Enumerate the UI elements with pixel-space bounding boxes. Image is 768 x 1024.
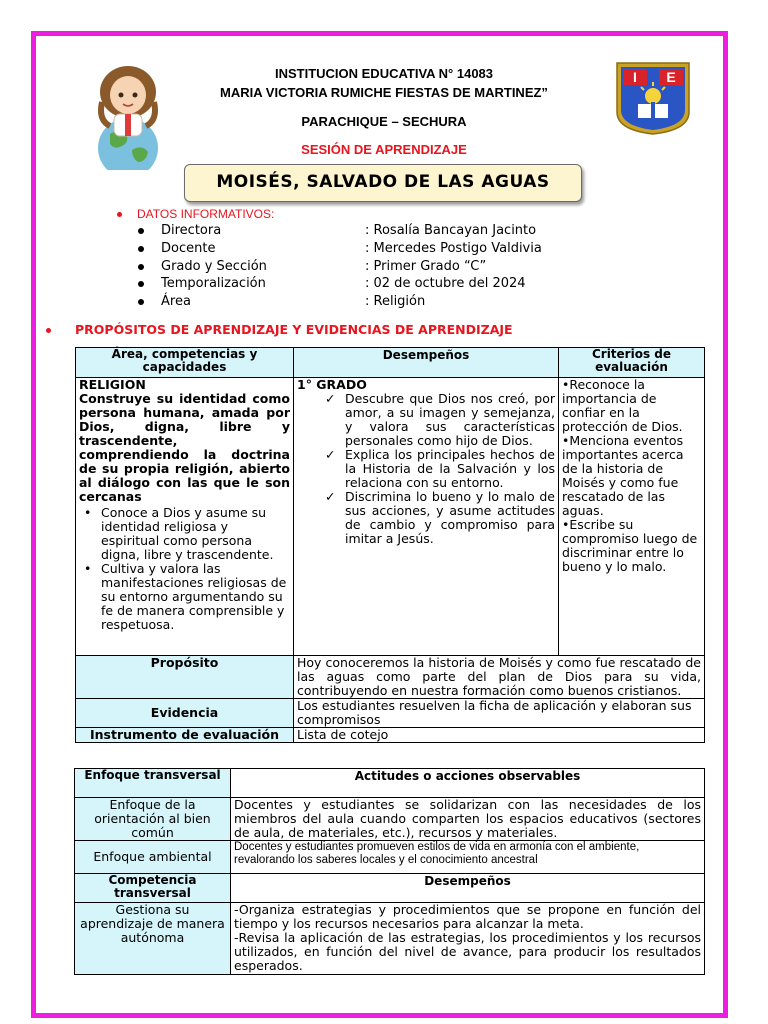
desempenos-list bbox=[297, 392, 555, 546]
datos-label-docente: Docente bbox=[161, 241, 216, 256]
list-item bbox=[297, 392, 555, 448]
col-header-criterios: Criterios de evaluación bbox=[559, 348, 705, 378]
area-cell bbox=[76, 378, 294, 656]
list-bullet bbox=[138, 281, 144, 287]
list-item bbox=[297, 490, 555, 546]
check-icon: ✓ bbox=[325, 489, 336, 504]
competencia-items bbox=[231, 903, 705, 975]
criterio-item: •Reconoce la importancia de confiar en la protección de Dios. bbox=[562, 377, 683, 434]
criterio-item: •Menciona eventos importantes acerca de la historia de Moisés y como fue rescatado de las aguas. bbox=[562, 433, 684, 518]
list-bullet bbox=[138, 299, 144, 305]
proposito-text: Hoy conoceremos la historia de Moisés y como fue rescatado de las aguas como parte del plan de Dios para su vida, contribuyendo en nuestra formación como buenos cristianos. bbox=[294, 656, 705, 699]
list-bullet bbox=[138, 246, 144, 252]
col-header-actitudes: Actitudes o acciones observables bbox=[231, 769, 705, 798]
datos-label-directora: Directora bbox=[161, 223, 222, 238]
criterios-cell bbox=[559, 378, 705, 656]
list-item: • Conoce a Dios y asume su identidad religiosa y espiritual como persona digna, libre y trascendente. bbox=[79, 506, 290, 562]
instrumento-label: Instrumento de evaluación bbox=[76, 728, 294, 743]
instrumento-text: Lista de cotejo bbox=[294, 728, 705, 743]
datos-value-area: : Religión bbox=[365, 294, 426, 309]
col-header-competencia: Competencia transversal bbox=[75, 874, 231, 903]
col-header-enfoque: Enfoque transversal bbox=[75, 769, 231, 798]
capacidades-list bbox=[79, 506, 290, 632]
list-bullet bbox=[138, 228, 144, 234]
col-header-desempenos-transversal: Desempeños bbox=[231, 874, 705, 903]
datos-heading: DATOS INFORMATIVOS: bbox=[137, 207, 275, 221]
desempeno-text: Discrimina lo bueno y lo malo de sus acciones, y asume actitudes de cambio y compromiso para imitar a Jesús. bbox=[345, 489, 555, 546]
competencia-text: Construye su identidad como persona humana, amada por Dios, digna, libre y trascendente, comprendiendo la doctrina de su propia religión, abierto al diálogo con las que le son cercanas bbox=[79, 391, 290, 504]
col-header-desempenos: Desempeños bbox=[294, 348, 559, 378]
svg-text:I: I bbox=[633, 69, 637, 85]
datos-label-grado: Grado y Sección bbox=[161, 259, 267, 274]
proposito-label: Propósito bbox=[76, 656, 294, 699]
list-bullet bbox=[138, 264, 144, 270]
propositos-heading: PROPÓSITOS DE APRENDIZAJE Y EVIDENCIAS DE APRENDIZAJE bbox=[75, 322, 513, 337]
desempeno-text: Descubre que Dios nos creó, por amor, a su imagen y semejanza, y valora sus características personales como hijo de Dios. bbox=[345, 391, 555, 448]
desempenos-cell bbox=[294, 378, 559, 656]
datos-value-docente: : Mercedes Postigo Valdivia bbox=[365, 241, 542, 256]
propositos-bullet bbox=[46, 328, 51, 333]
check-icon: ✓ bbox=[325, 447, 336, 462]
school-name-line2: MARIA VICTORIA RUMICHE FIESTAS DE MARTINEZ” bbox=[220, 85, 548, 100]
evidencia-text: Los estudiantes resuelven la ficha de aplicación y elaboran sus compromisos bbox=[294, 699, 705, 728]
criterio-item: •Escribe su compromiso luego de discriminar entre lo bueno y lo malo. bbox=[562, 517, 698, 574]
grado-label: 1° GRADO bbox=[297, 377, 367, 392]
area-title: RELIGION bbox=[79, 377, 146, 392]
datos-bullet bbox=[117, 212, 122, 217]
competencia-name: Gestiona su aprendizaje de manera autónoma bbox=[75, 903, 231, 975]
svg-text:E: E bbox=[666, 69, 676, 85]
school-location: PARACHIQUE – SECHURA bbox=[301, 114, 467, 129]
list-item: • Cultiva y valora las manifestaciones religiosas de su entorno argumentando su fe de manera comprensible y respetuosa. bbox=[79, 562, 290, 632]
datos-value-temporalizacion: : 02 de octubre del 2024 bbox=[365, 276, 526, 291]
school-name: INSTITUCION EDUCATIVA N° 14083 bbox=[274, 66, 494, 81]
list-item: -Revisa la aplicación de las estrategias, los procedimientos y los recursos utilizados, en función del nivel de avance, para producir los resultados esperados. bbox=[234, 930, 701, 973]
session-label: SESIÓN DE APRENDIZAJE bbox=[301, 142, 467, 157]
enfoque-text: Docentes y estudiantes se solidarizan con las necesidades de los miembros del aula cuando comparten los espacios educativos (sectores de aula, de materiales, etc.), recursos y materiales. bbox=[231, 798, 705, 841]
desempeno-text: Explica los principales hechos de la Historia de la Salvación y los relaciona con su entorno. bbox=[345, 447, 555, 490]
check-icon: ✓ bbox=[325, 391, 336, 406]
datos-value-directora: : Rosalía Bancayan Jacinto bbox=[365, 223, 537, 238]
datos-value-grado: : Primer Grado “C” bbox=[365, 259, 487, 274]
datos-label-temporalizacion: Temporalización bbox=[161, 276, 266, 291]
datos-label-area: Área bbox=[161, 294, 191, 309]
enfoque-name: Enfoque ambiental bbox=[75, 841, 231, 874]
col-header-area: Área, competencias y capacidades bbox=[76, 348, 294, 378]
list-item: -Organiza estrategias y procedimientos que se propone en función del tiempo y los recursos necesarios para alcanzar la meta. bbox=[234, 902, 701, 931]
enfoque-text: Docentes y estudiantes promueven estilos de vida en armonía con el ambiente, revalorando los saberes locales y el conocimiento ancestral bbox=[231, 841, 705, 874]
enfoque-name: Enfoque de la orientación al bien común bbox=[75, 798, 231, 841]
session-title: MOISÉS, SALVADO DE LAS AGUAS bbox=[184, 164, 582, 202]
evidencia-label: Evidencia bbox=[76, 699, 294, 728]
enfoques-table bbox=[74, 768, 705, 975]
propositos-table bbox=[75, 347, 705, 743]
list-item bbox=[297, 448, 555, 490]
